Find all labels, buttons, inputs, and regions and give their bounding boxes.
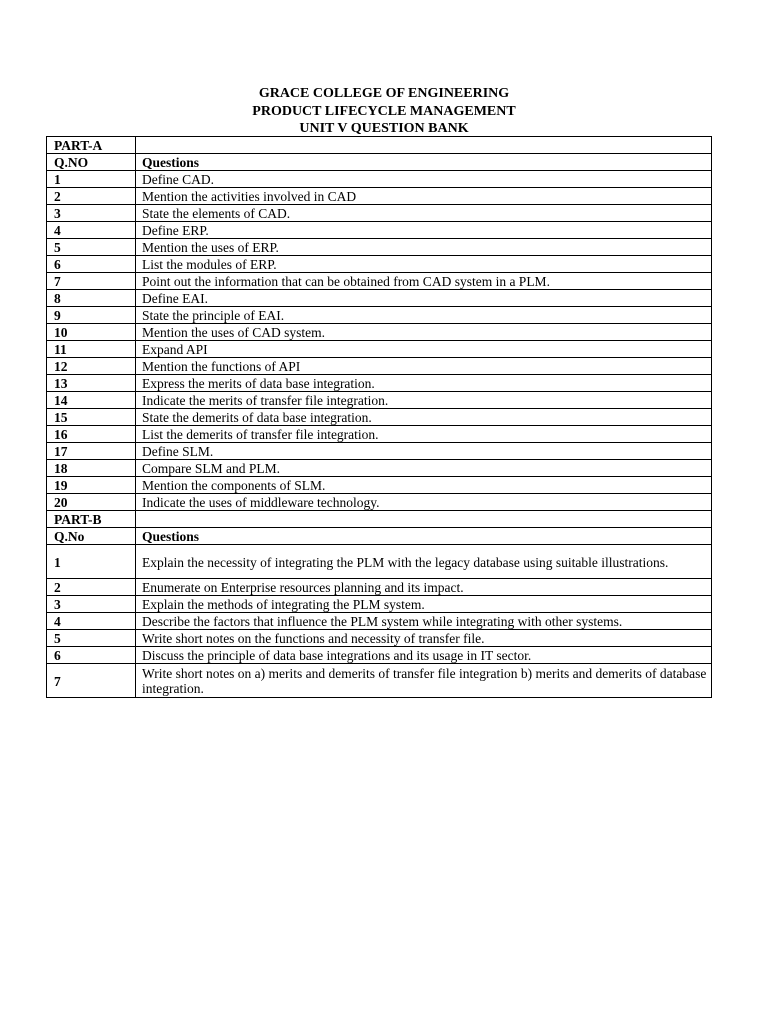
question-number: 4	[47, 613, 136, 630]
question-text: State the demerits of data base integration.	[136, 409, 712, 426]
subject-name: PRODUCT LIFECYCLE MANAGEMENT	[252, 103, 516, 119]
question-number: 17	[47, 443, 136, 460]
table-row	[47, 443, 712, 460]
table-row	[47, 341, 712, 358]
table-row	[47, 579, 712, 596]
question-number: 4	[47, 222, 136, 239]
question-text: Mention the activities involved in CAD	[136, 188, 712, 205]
question-text: Describe the factors that influence the PLM system while integrating with other systems.	[136, 613, 712, 630]
question-text: Discuss the principle of data base integrations and its usage in IT sector.	[136, 647, 712, 664]
question-number: 8	[47, 290, 136, 307]
question-text: Indicate the uses of middleware technology.	[136, 494, 712, 511]
table-row	[47, 324, 712, 341]
question-number: 20	[47, 494, 136, 511]
table-row	[47, 494, 712, 511]
question-number: 7	[47, 273, 136, 290]
table-row	[47, 596, 712, 613]
table-row	[47, 171, 712, 188]
table-row	[47, 188, 712, 205]
question-number: 14	[47, 392, 136, 409]
question-number: 18	[47, 460, 136, 477]
question-text: Mention the components of SLM.	[136, 477, 712, 494]
question-number: 16	[47, 426, 136, 443]
question-text: Explain the methods of integrating the PLM system.	[136, 596, 712, 613]
part-b-column-header-row	[47, 528, 712, 545]
question-number: 11	[47, 341, 136, 358]
table-row	[47, 664, 712, 698]
question-text: Indicate the merits of transfer file integration.	[136, 392, 712, 409]
part-b-col-no: Q.No	[47, 528, 136, 545]
question-text: Mention the uses of ERP.	[136, 239, 712, 256]
part-b-heading-row	[47, 511, 712, 528]
question-number: 19	[47, 477, 136, 494]
table-row	[47, 205, 712, 222]
question-number: 6	[47, 647, 136, 664]
part-a-title: PART-A	[47, 137, 136, 154]
question-number: 1	[47, 171, 136, 188]
part-a-blank-cell	[136, 137, 712, 154]
question-bank-table	[46, 136, 712, 698]
question-number: 9	[47, 307, 136, 324]
part-b-col-questions: Questions	[136, 528, 712, 545]
question-text: Define ERP.	[136, 222, 712, 239]
table-row	[47, 375, 712, 392]
table-row	[47, 647, 712, 664]
question-text: List the modules of ERP.	[136, 256, 712, 273]
question-text: Define CAD.	[136, 171, 712, 188]
document-heading	[0, 85, 768, 138]
question-number: 2	[47, 579, 136, 596]
table-row	[47, 477, 712, 494]
table-row	[47, 545, 712, 579]
question-number: 15	[47, 409, 136, 426]
table-row	[47, 409, 712, 426]
table-row	[47, 613, 712, 630]
table-row	[47, 273, 712, 290]
question-text: State the elements of CAD.	[136, 205, 712, 222]
question-text: Write short notes on the functions and necessity of transfer file.	[136, 630, 712, 647]
part-a-col-no: Q.NO	[47, 154, 136, 171]
question-number: 3	[47, 596, 136, 613]
unit-title: UNIT V QUESTION BANK	[299, 121, 469, 136]
question-text: State the principle of EAI.	[136, 307, 712, 324]
college-name: GRACE COLLEGE OF ENGINEERING	[258, 86, 510, 101]
question-text: Express the merits of data base integration.	[136, 375, 712, 392]
question-number: 12	[47, 358, 136, 375]
question-number: 7	[47, 664, 136, 698]
question-text: Expand API	[136, 341, 712, 358]
question-number: 10	[47, 324, 136, 341]
question-text: Point out the information that can be obtained from CAD system in a PLM.	[136, 273, 712, 290]
question-number: 5	[47, 239, 136, 256]
table-row	[47, 256, 712, 273]
question-number: 5	[47, 630, 136, 647]
question-text: Define EAI.	[136, 290, 712, 307]
question-text: Mention the uses of CAD system.	[136, 324, 712, 341]
question-text: Explain the necessity of integrating the PLM with the legacy database using suitable illustrations.	[136, 545, 712, 579]
part-a-heading-row	[47, 137, 712, 154]
question-number: 6	[47, 256, 136, 273]
question-number: 3	[47, 205, 136, 222]
part-b-blank-cell	[136, 511, 712, 528]
table-row	[47, 239, 712, 256]
question-text: Enumerate on Enterprise resources planning and its impact.	[136, 579, 712, 596]
question-number: 1	[47, 545, 136, 579]
question-text: Compare SLM and PLM.	[136, 460, 712, 477]
question-text: Write short notes on a) merits and demerits of transfer file integration b) merits and demerits of database integration.	[136, 664, 712, 698]
question-number: 13	[47, 375, 136, 392]
question-text: Mention the functions of API	[136, 358, 712, 375]
table-row	[47, 290, 712, 307]
question-text: List the demerits of transfer file integration.	[136, 426, 712, 443]
part-a-column-header-row	[47, 154, 712, 171]
table-row	[47, 392, 712, 409]
table-row	[47, 358, 712, 375]
table-row	[47, 307, 712, 324]
table-row	[47, 630, 712, 647]
question-text: Define SLM.	[136, 443, 712, 460]
table-row	[47, 222, 712, 239]
part-b-title: PART-B	[47, 511, 136, 528]
part-a-col-questions: Questions	[136, 154, 712, 171]
table-row	[47, 460, 712, 477]
table-row	[47, 426, 712, 443]
question-number: 2	[47, 188, 136, 205]
